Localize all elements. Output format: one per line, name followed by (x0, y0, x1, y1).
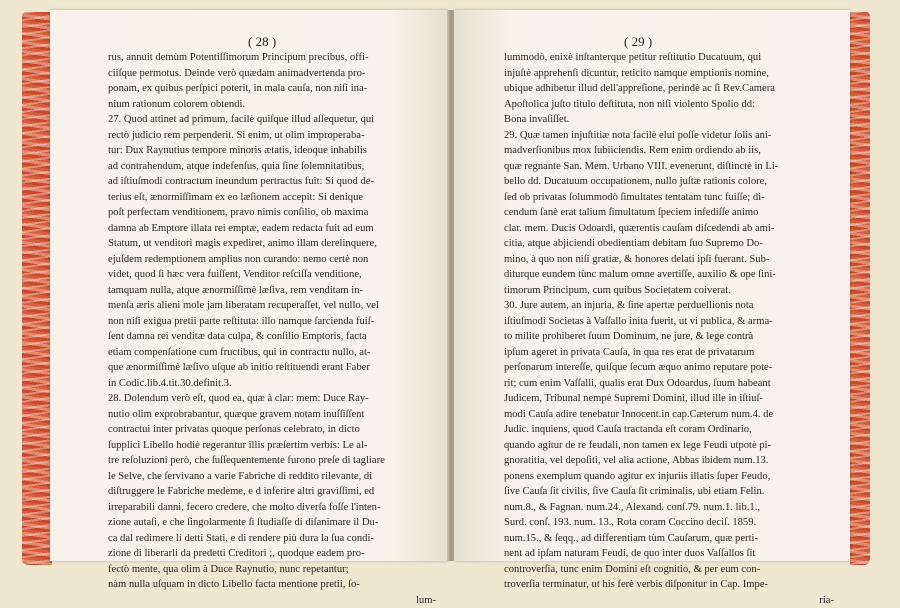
text-line: tur: Dux Raynutius tempore minoris ætatis, ideoque inhabilis (108, 143, 436, 159)
text-line: videt, quod ſi hæc vera fuiſſent, Venditor reſciſſa venditione, (108, 267, 436, 283)
text-line: Apoſtolica juſto titulo deſtituta, non niſi violento Spolio dd: (504, 97, 834, 113)
text-line: ubique adhibetur illud dell'appreſione, perindè ac ſi Rev.Camera (504, 81, 834, 97)
text-line: quæ regnante San. Mem. Urbano VIII. evenerunt, diſtinctè in Li- (504, 159, 834, 175)
text-line: 29. Quæ tamen injuſtitiæ nota facilè elui poſſe videtur ſolis ani- (504, 128, 834, 144)
text-line: timorum Principum, cum quibus Societatem coiverat. (504, 283, 834, 299)
text-line: cendum ſanè erat talium ſimultatum ſpeciem infediſſe animo (504, 205, 834, 221)
right-page-number: ( 29 ) (624, 34, 652, 50)
text-line: ſive Cauſa ſit civilis, ſive Cauſa ſit criminalis, ubi etiam Felin. (504, 484, 834, 500)
text-line: Judicem, Tribunal nempè Supremi Domini, illud ille in iſtiuſ- (504, 391, 834, 407)
text-line: ipſum ageret in privata Cauſa, in qua res erat de privatarum (504, 345, 834, 361)
text-line: citia, atque abjiciendi obedientiam debitam ſuo Supremo Do- (504, 236, 834, 252)
text-line: injuſtè apprehenſi dicuntur, reticito namque emptionis nomine, (504, 66, 834, 82)
text-line: fectò mente, qua olim à Duce Raynutio, nunc repetantur; (108, 562, 436, 578)
text-line: 28. Dolendum verò eſt, quod ea, quæ à clar: mem: Duce Ray- (108, 391, 436, 407)
text-line: perſonarum intereſſe, quiſque ſecum æquo animo reputare pote- (504, 360, 834, 376)
text-line: in Codic.lib.4.tit.30.definit.3. (108, 376, 436, 392)
text-line: damna ab Emptore illata rei emptæ, eadem redacta fuit ad eum (108, 221, 436, 237)
text-line: ciiſque permotus. Deinde verò quædam animadvertenda pro- (108, 66, 436, 82)
text-line: ejuſdem redemptionem amplius non curando: nemo certè non (108, 252, 436, 268)
text-line: rectò judicio rem perpenderit. Si enim, ut olim improperaba- (108, 128, 436, 144)
text-line: nent ad ipſam naturam Feudi, de quo inter duos Vaſſallos ſit (504, 546, 834, 562)
text-line: 27. Quod attinet ad primum, facilè quiſque illud aſſequetur, qui (108, 112, 436, 128)
text-line: modi Cauſa adire tenebatur Innocent.in cap.Cæterum num.4. de (504, 407, 834, 423)
text-line: ſent damna rei venditæ data culpa, & conſilio Emptoris, facta (108, 329, 436, 345)
text-line: diturque eundem tùnc malum omne avertiſſe, auxilio & ope ſini- (504, 267, 834, 283)
text-line: bello dd. Ducatuum occupationem, nullo juſtæ rationis colore, (504, 174, 834, 190)
text-line: gnoratitia, vel depoſiti, vel alia actione, Abbas ibidem num.13. (504, 453, 834, 469)
text-line: ad iſtiuſmodi contractum ineundum pertractus fuit: Si quod de- (108, 174, 436, 190)
text-line: to milite prohiberet ſuum Dominum, ne jure, & lege contrà (504, 329, 834, 345)
text-line: etiam compenſatione cum fructibus, qui in contractu nullo, at- (108, 345, 436, 361)
text-line: poſt perfectam venditionem, pravo nimis conſilio, ob maxima (108, 205, 436, 221)
text-line: clar. mem. Ducis Odoardi, quærentis cauſam diſcedendi ab ami- (504, 221, 834, 237)
text-line: tamquam nulla, atque ænormiſſimè læſiva, rem venditam in- (108, 283, 436, 299)
text-line: rus, annuit demùm Potentiſſimorum Principum precibus, offi- (108, 50, 436, 66)
text-line: ponam, ex quibus perſpici poterit, in mala cauſa, non niſi ina- (108, 81, 436, 97)
text-line: contractui inter privatas quoque perſonas celebrato, in dicto (108, 422, 436, 438)
text-line: rit; cum enim Vaſſalli, qualis erat Dux Odoardus, ſuum habeant (504, 376, 834, 392)
text-line: ad contrahendum, atque indefenſus, quia ſine ſolemnitatibus, (108, 159, 436, 175)
left-page (50, 10, 448, 561)
text-line: non niſi exigua pretii parte reſtituta: illo namque ſarcienda fuiſ- (108, 314, 436, 330)
text-line: controverſia, tunc enim Domini eſt cognitio, & per eum con- (504, 562, 834, 578)
text-line: iſtiuſmodi Societas à Vaſſallo inita fuerit, ut vi publica, & arma- (504, 314, 834, 330)
text-line: num.8., & Fagnan. num.24., Alexand. conſ.79. num.1. lib.1., (504, 500, 834, 516)
left-page-number: ( 28 ) (248, 34, 276, 50)
text-line: diſtruggere le Fabriche medeme, e d inferire altri gravìſſimi, ed (108, 484, 436, 500)
right-red-page-edges (850, 12, 870, 565)
text-line: zione autaſi, e che ſingolarmente ſi ſtudiaſſe di diſanimare il Du- (108, 515, 436, 531)
text-line: irreparabili danni, fecero credere, che molto diverſa foſſe l'inten- (108, 500, 436, 516)
text-line: que ænormiſſimè læſivo uſque ab initio reſtituendi erant Faber (108, 360, 436, 376)
text-line: Surd. conſ. 193. num. 13., Rota coram Coccino deciſ. 1859. (504, 515, 834, 531)
text-line: num.15., & ſeqq., ad differentiam tùm Cauſarum, quæ perti- (504, 531, 834, 547)
text-line: ria- (504, 593, 834, 608)
text-line: nutio olim exprobrabantur, quæque gravem notam inuſſiſſent (108, 407, 436, 423)
text-line: lummodò, enixè inſtanterque petitur reſtitutio Ducatuum, qui (504, 50, 834, 66)
text-line: nium rationum colorem obtendi. (108, 97, 436, 113)
left-page-text (108, 50, 436, 608)
text-line: ſupplici Libello hodiè regerantur illis præſertim verbis: Le al- (108, 438, 436, 454)
text-line: lum- (108, 593, 436, 608)
right-page-text (504, 50, 834, 608)
text-line: madverſionibus mox ſubiiciendis. Rem enim ordiendo ab iis, (504, 143, 834, 159)
text-line: ca dal redimere li detti Stati, e di rendere più dura la ſua condi- (108, 531, 436, 547)
text-line: quando agitur de re feudali, non tamen ex lege Feudi utpotè pi- (504, 438, 834, 454)
text-line: terius eſt, ænormiſſimam ex eo læſionem accepit: Si denique (108, 190, 436, 206)
text-line: menſa æris alieni mole jam liberatam recuperaſſet, vel nullo, vel (108, 298, 436, 314)
right-page (454, 10, 850, 561)
text-line: zione di liberarli da predetti Creditori ;, quodque eadem pro- (108, 546, 436, 562)
text-line: ponens exemplum quando agitur ex injuriis illatis ſuper Feudo, (504, 469, 834, 485)
text-line: 30. Jure autem, an injuria, & ſine apertæ perduellionis nota (504, 298, 834, 314)
left-red-page-edges (22, 12, 52, 565)
text-line: Bona invaſiſſet. (504, 112, 834, 128)
text-line: troverſia terminatur, ut his ferè verbis diſponitur in Cap. Impe- (504, 577, 834, 593)
text-line: tre reſoluzioni però, che ſuſſequentemente furono preſe di tagliare (108, 453, 436, 469)
text-line: nàm nulla uſquam in dicto Libello facta mentione pretii, ſo- (108, 577, 436, 593)
text-line: le Selve, che ſervivano a varie Fabriche di reddito rilevante, di (108, 469, 436, 485)
text-line: Statum, ut venditori magis expediret, animo illam derelinquere, (108, 236, 436, 252)
text-line: Judic. inquiens, quod Cauſa tractanda eſt coram Ordinario, (504, 422, 834, 438)
text-line: mino, à quo non niſi gratiæ, & honores delati ipſi fuerant. Sub- (504, 252, 834, 268)
text-line: ſed ob privatas ſolummodò ſimultates tentatam tunc fuiſſe; di- (504, 190, 834, 206)
